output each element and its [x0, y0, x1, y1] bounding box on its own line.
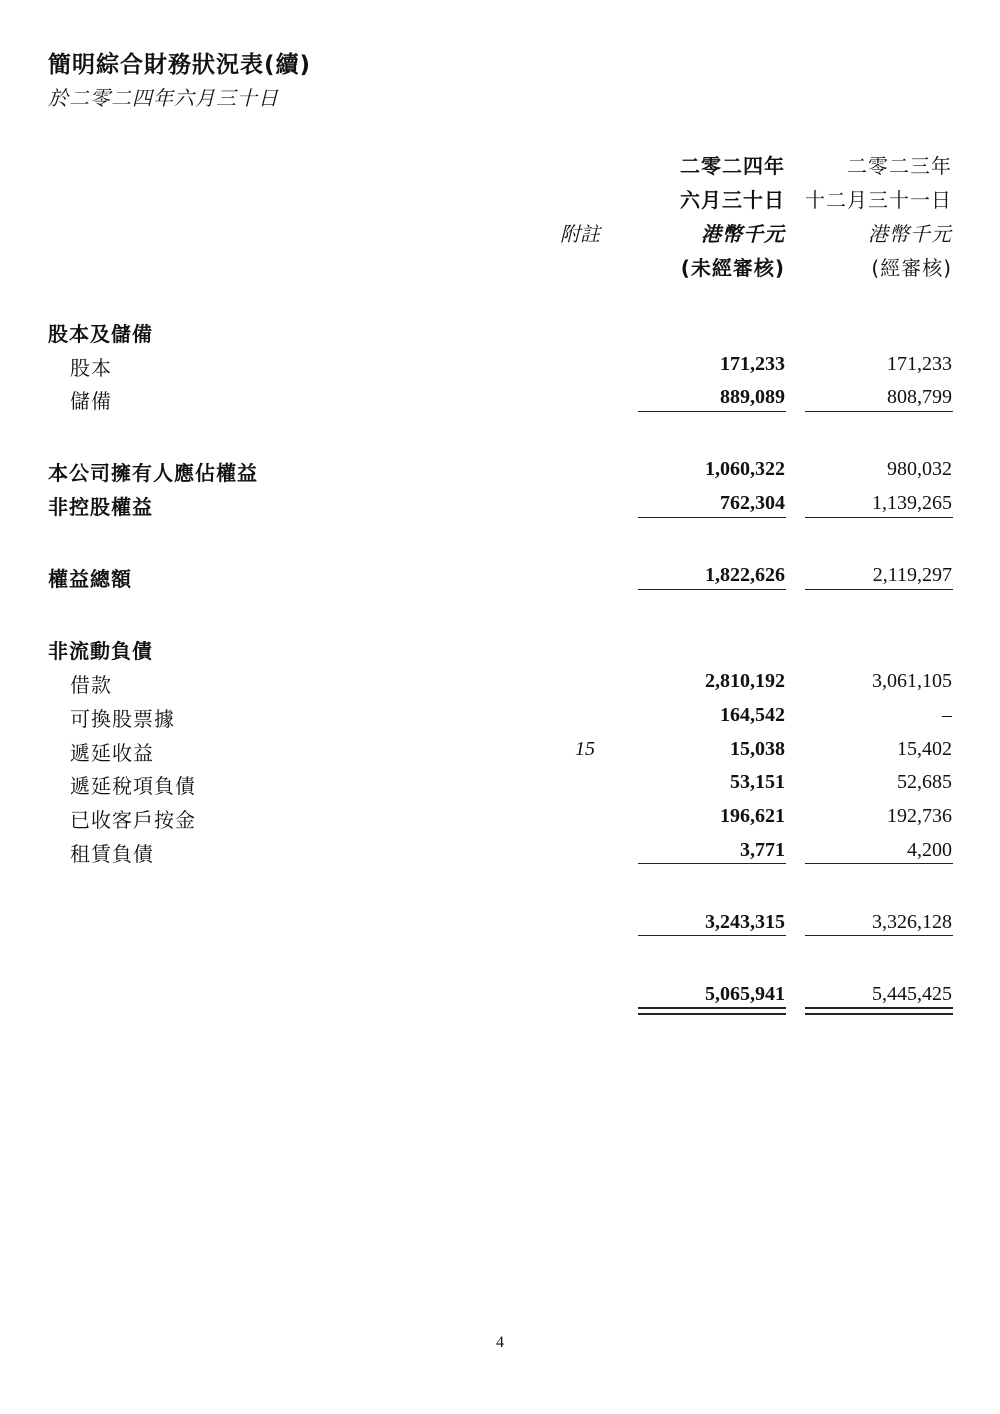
- page-title: 簡明綜合財務狀況表(續): [48, 52, 312, 78]
- row-label-reserves: 儲備: [70, 389, 112, 413]
- row-label-deferred-income: 遞延收益: [70, 741, 154, 765]
- header-prior-audit: (經審核): [871, 256, 952, 280]
- value-prior-deposits: 192,736: [887, 805, 952, 827]
- subtotal-rule: [638, 411, 786, 412]
- page-subtitle: 於二零二四年六月三十日: [48, 86, 279, 110]
- header-prior-date: 十二月三十一日: [805, 188, 952, 212]
- value-prior-nci: 1,139,265: [872, 492, 952, 514]
- section-heading-capital: 股本及儲備: [48, 322, 153, 346]
- row-label-convertible: 可換股票據: [70, 707, 175, 731]
- value-prior-owners-equity: 980,032: [887, 458, 952, 480]
- row-label-deferred-tax: 遞延稅項負債: [70, 774, 196, 798]
- value-prior-lease: 4,200: [907, 839, 952, 861]
- header-current-audit: (未經審核): [680, 256, 785, 280]
- header-prior-currency: 港幣千元: [868, 222, 952, 246]
- note-deferred-income: 15: [575, 738, 595, 760]
- value-prior-borrowings: 3,061,105: [872, 670, 952, 692]
- row-label-owners-equity: 本公司擁有人應佔權益: [48, 461, 258, 485]
- subtotal-rule: [805, 517, 953, 518]
- subtotal-rule: [638, 935, 786, 936]
- row-label-borrowings: 借款: [70, 673, 112, 697]
- value-current-share-capital: 171,233: [720, 353, 785, 375]
- subtotal-rule: [805, 863, 953, 864]
- subtotal-rule: [805, 935, 953, 936]
- header-prior-year: 二零二三年: [847, 154, 952, 178]
- row-label-nci: 非控股權益: [48, 495, 153, 519]
- value-prior-reserves: 808,799: [887, 386, 952, 408]
- value-current-deferred-tax: 53,151: [730, 771, 785, 793]
- value-current-grand-total: 5,065,941: [705, 983, 785, 1005]
- total-double-rule: [638, 1007, 786, 1015]
- row-label-lease: 租賃負債: [70, 842, 154, 866]
- value-current-borrowings: 2,810,192: [705, 670, 785, 692]
- value-current-lease: 3,771: [740, 839, 785, 861]
- subtotal-rule: [638, 863, 786, 864]
- row-label-share-capital: 股本: [70, 356, 112, 380]
- row-label-total-equity: 權益總額: [48, 567, 132, 591]
- page-number: 4: [496, 1334, 504, 1351]
- value-current-convertible: 164,542: [720, 704, 785, 726]
- row-label-deposits: 已收客戶按金: [70, 808, 196, 832]
- total-double-rule: [805, 1007, 953, 1015]
- value-current-ncl-total: 3,243,315: [705, 911, 785, 933]
- value-prior-convertible: –: [942, 704, 952, 726]
- subtotal-rule: [638, 517, 786, 518]
- value-current-nci: 762,304: [720, 492, 785, 514]
- header-note: 附註: [560, 222, 600, 246]
- value-current-owners-equity: 1,060,322: [705, 458, 785, 480]
- subtotal-rule: [638, 589, 786, 590]
- value-prior-grand-total: 5,445,425: [872, 983, 952, 1005]
- value-prior-ncl-total: 3,326,128: [872, 911, 952, 933]
- value-current-reserves: 889,089: [720, 386, 785, 408]
- header-current-currency: 港幣千元: [701, 222, 785, 246]
- value-prior-share-capital: 171,233: [887, 353, 952, 375]
- value-current-deposits: 196,621: [720, 805, 785, 827]
- section-heading-ncl: 非流動負債: [48, 639, 153, 663]
- value-prior-deferred-income: 15,402: [897, 738, 952, 760]
- subtotal-rule: [805, 411, 953, 412]
- header-current-year: 二零二四年: [680, 154, 785, 178]
- value-prior-total-equity: 2,119,297: [872, 564, 952, 586]
- header-current-date: 六月三十日: [680, 188, 785, 212]
- subtotal-rule: [805, 589, 953, 590]
- value-current-deferred-income: 15,038: [730, 738, 785, 760]
- value-prior-deferred-tax: 52,685: [897, 771, 952, 793]
- value-current-total-equity: 1,822,626: [705, 564, 785, 586]
